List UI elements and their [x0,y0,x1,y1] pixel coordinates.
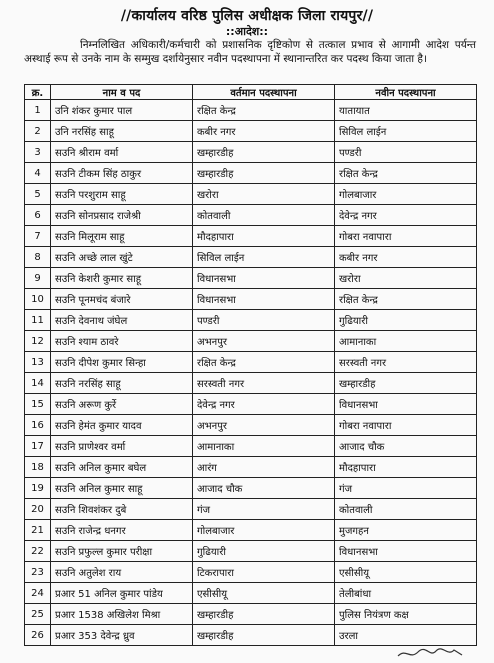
name-cell: सउनि केशरी कुमार साहू [51,268,193,289]
new-posting-cell: विधानसभा [335,394,477,415]
current-posting-cell: खम्हारडीह [193,163,335,184]
serial-cell: 25 [25,604,51,625]
header-serial: क्र. [25,85,51,100]
table-row [25,247,477,268]
current-posting-cell: मौदहापारा [193,226,335,247]
current-posting-cell: खम्हारडीह [193,142,335,163]
serial-cell: 18 [25,457,51,478]
serial-cell: 4 [25,163,51,184]
new-posting-cell: पण्डरी [335,142,477,163]
new-posting-cell: मुजगहन [335,520,477,541]
table-row [25,541,477,562]
new-posting-cell: यातायात [335,100,477,121]
new-posting-cell: खम्हारडीह [335,373,477,394]
table-row [25,604,477,625]
name-cell: उनि शंकर कुमार पाल [51,100,193,121]
table-row [25,520,477,541]
new-posting-cell: सिविल लाईन [335,121,477,142]
new-posting-cell: सरस्वती नगर [335,352,477,373]
table-row [25,268,477,289]
new-posting-cell: रक्षित केन्द्र [335,163,477,184]
new-posting-cell: गोबरा नवापारा [335,415,477,436]
name-cell: प्रआर 1538 अखिलेश मिश्रा [51,604,193,625]
new-posting-cell: कोतवाली [335,499,477,520]
name-cell: प्रआर 51 अनिल कुमार पांडेय [51,583,193,604]
table-row [25,373,477,394]
current-posting-cell: गुढियारी [193,541,335,562]
name-cell: सउनि अतुलेश राय [51,562,193,583]
transfer-table [24,84,477,646]
new-posting-cell: खरोरा [335,268,477,289]
current-posting-cell: सिविल लाईन [193,247,335,268]
table-row [25,478,477,499]
serial-cell: 6 [25,205,51,226]
serial-cell: 3 [25,142,51,163]
serial-cell: 17 [25,436,51,457]
current-posting-cell: अभनपुर [193,415,335,436]
new-posting-cell: गुढियारी [335,310,477,331]
name-cell: सउनि प्रफुल्ल कुमार परीक्षा [51,541,193,562]
serial-cell: 19 [25,478,51,499]
name-cell: सउनि श्रीराम वर्मा [51,142,193,163]
name-cell: सउनि अनिल कुमार साहू [51,478,193,499]
name-cell: सउनि प्राणेश्वर वर्मा [51,436,193,457]
new-posting-cell: पुलिस नियंत्रण कक्ष [335,604,477,625]
new-posting-cell: तेलीबांधा [335,583,477,604]
name-cell: सउनि अच्छे लाल खुंटे [51,247,193,268]
current-posting-cell: आमानाका [193,436,335,457]
table-header-row [25,85,477,100]
order-heading: ::आदेश:: [225,25,269,38]
current-posting-cell: खरोरा [193,184,335,205]
intro-text: निम्नलिखित अधिकारी/कर्मचारी को प्रशासनिक दृष्टिकोण से तत्काल प्रभाव से आगामी आदेश पर्यन्त अस्थाई रूप से उनके नाम के सम्मुख दर्शायेनुसार नवीन पदस्थापना में स्थानान्तरित कर पदस्थ किया जाता है। [24,39,476,65]
name-cell: सउनि टीकम सिंह ठाकुर [51,163,193,184]
header-new-posting: नवीन पदस्थापना [335,85,477,100]
new-posting-cell: गंज [335,478,477,499]
table-row [25,310,477,331]
table-row [25,583,477,604]
new-posting-cell: गोबरा नवापारा [335,226,477,247]
serial-cell: 2 [25,121,51,142]
new-posting-cell: आमानाका [335,331,477,352]
name-cell: सउनि राजेन्द्र धनगर [51,520,193,541]
current-posting-cell: कबीर नगर [193,121,335,142]
serial-cell: 21 [25,520,51,541]
table-row [25,184,477,205]
table-row [25,205,477,226]
current-posting-cell: गंज [193,499,335,520]
serial-cell: 14 [25,373,51,394]
serial-cell: 13 [25,352,51,373]
serial-cell: 8 [25,247,51,268]
name-cell: सउनि परशुराम साहू [51,184,193,205]
serial-cell: 1 [25,100,51,121]
header-name-post: नाम व पद [51,85,193,100]
name-cell: सउनि नरसिंह साहू [51,373,193,394]
new-posting-cell: देवेन्द्र नगर [335,205,477,226]
table-row [25,142,477,163]
table-row [25,436,477,457]
signature-mark [396,646,466,660]
current-posting-cell: देवेन्द्र नगर [193,394,335,415]
table-row [25,226,477,247]
current-posting-cell: अभनपुर [193,331,335,352]
serial-cell: 9 [25,268,51,289]
name-cell: प्रआर 353 देवेन्द्र ध्रुव [51,625,193,646]
serial-cell: 20 [25,499,51,520]
current-posting-cell: टिकरापारा [193,562,335,583]
name-cell: सउनि सोनप्रसाद राजेश्री [51,205,193,226]
serial-cell: 11 [25,310,51,331]
serial-cell: 5 [25,184,51,205]
table-row [25,163,477,184]
new-posting-cell: गोलबाजार [335,184,477,205]
current-posting-cell: आजाद चौक [193,478,335,499]
table-row [25,331,477,352]
current-posting-cell: एसीसीयू [193,583,335,604]
table-row [25,100,477,121]
serial-cell: 23 [25,562,51,583]
table-row [25,457,477,478]
current-posting-cell: विधानसभा [193,268,335,289]
header-current-posting: वर्तमान पदस्थापना [193,85,335,100]
table-row [25,394,477,415]
new-posting-cell: कबीर नगर [335,247,477,268]
current-posting-cell: खम्हारडीह [193,604,335,625]
name-cell: सउनि श्याम ठावरे [51,331,193,352]
table-row [25,121,477,142]
current-posting-cell: पण्डरी [193,310,335,331]
name-cell: सउनि हेमंत कुमार यादव [51,415,193,436]
name-cell: उनि नरसिंह साहू [51,121,193,142]
new-posting-cell: उरला [335,625,477,646]
serial-cell: 7 [25,226,51,247]
serial-cell: 26 [25,625,51,646]
serial-cell: 15 [25,394,51,415]
name-cell: सउनि शिवशंकर दुबे [51,499,193,520]
new-posting-cell: एसीसीयू [335,562,477,583]
current-posting-cell: खम्हारडीह [193,625,335,646]
current-posting-cell: आरंग [193,457,335,478]
serial-cell: 16 [25,415,51,436]
table-row [25,289,477,310]
current-posting-cell: विधानसभा [193,289,335,310]
name-cell: सउनि मिलूराम साहू [51,226,193,247]
table-row [25,562,477,583]
current-posting-cell: कोतवाली [193,205,335,226]
new-posting-cell: मौदहापारा [335,457,477,478]
serial-cell: 12 [25,331,51,352]
name-cell: सउनि दीपेश कुमार सिन्हा [51,352,193,373]
current-posting-cell: रक्षित केन्द्र [193,100,335,121]
name-cell: सउनि अरूण कुर्रे [51,394,193,415]
table-body [25,100,477,646]
current-posting-cell: रक्षित केन्द्र [193,352,335,373]
current-posting-cell: गोलबाजार [193,520,335,541]
new-posting-cell: आजाद चौक [335,436,477,457]
table-row [25,625,477,646]
office-title: //कार्यालय वरिष्ठ पुलिस अधीक्षक जिला रायपुर// [120,8,374,24]
serial-cell: 24 [25,583,51,604]
name-cell: सउनि देवनाथ जंघेल [51,310,193,331]
serial-cell: 10 [25,289,51,310]
new-posting-cell: विधानसभा [335,541,477,562]
table-row [25,352,477,373]
current-posting-cell: सरस्वती नगर [193,373,335,394]
table-row [25,499,477,520]
name-cell: सउनि अनिल कुमार बघेल [51,457,193,478]
serial-cell: 22 [25,541,51,562]
intro-paragraph [24,38,476,66]
name-cell: सउनि पूनमचंद बंजारे [51,289,193,310]
new-posting-cell: रक्षित केन्द्र [335,289,477,310]
table-row [25,415,477,436]
